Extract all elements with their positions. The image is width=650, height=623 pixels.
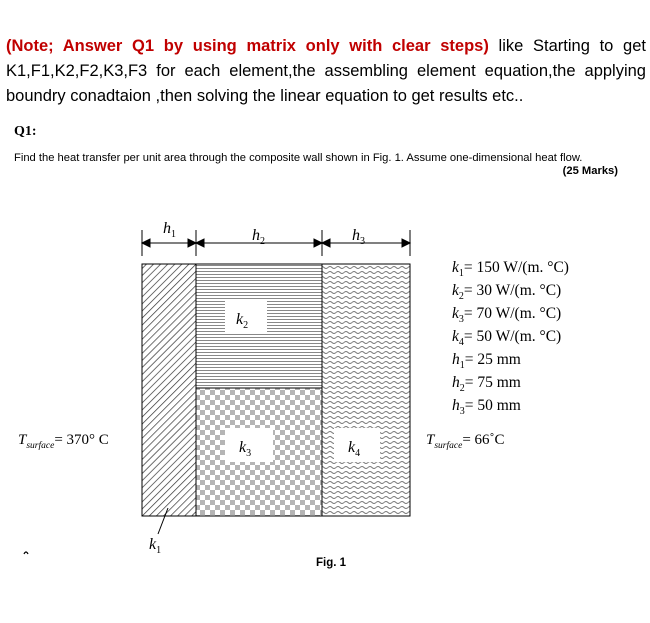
param-h3: $h_3= 50$ mm	[452, 397, 521, 417]
left-surface-temperature: $T_{surface}= 370^\circ$ C	[18, 432, 109, 451]
k1-label: $k_1$	[149, 536, 162, 556]
k4-label: $k_4$	[348, 439, 361, 459]
h2-label: $h_2$	[252, 227, 265, 247]
param-k2: $k_2= 30$ W/(m. °C)	[452, 282, 562, 302]
question-text: Find the heat transfer per unit area through the composite wall shown in Fig. 1. Assume one-dimensional heat flow.	[14, 152, 583, 164]
h1-label: $h_1$	[163, 220, 176, 240]
param-k4: $k_4= 50$ W/(m. °C)	[452, 328, 562, 348]
k2-label: $k_2$	[236, 311, 249, 331]
param-k1: $k_1= 150$ W/(m. °C)	[452, 259, 569, 279]
figure-caption: Fig. 1	[316, 557, 347, 569]
h3-label: $h_3$	[352, 227, 365, 247]
dimension-arrows	[142, 230, 410, 256]
stray-mark	[24, 552, 28, 554]
instruction-note-emphasis: (Note; Answer Q1 by using matrix only with clear steps)	[6, 37, 489, 55]
layer-k4	[322, 264, 410, 516]
k3-label: $k_3$	[239, 439, 252, 459]
right-surface-temperature: $T_{surface}=$ 66˚C	[426, 432, 505, 451]
instruction-note-text: like Starting to get K1,F1,K2,F2,K3,F3 for each element,the assembling element equation,the applying boundry conadtaion ,then solving the linear equation to get results etc..	[6, 37, 646, 105]
param-h1: $h_1= 25$ mm	[452, 351, 521, 371]
layer-k1	[142, 264, 196, 516]
param-h2: $h_2= 75$ mm	[452, 374, 521, 394]
marks-label: (25 Marks)	[562, 165, 618, 177]
param-k3: $k_3= 70$ W/(m. °C)	[452, 305, 562, 325]
question-label: Q1:	[14, 124, 37, 139]
